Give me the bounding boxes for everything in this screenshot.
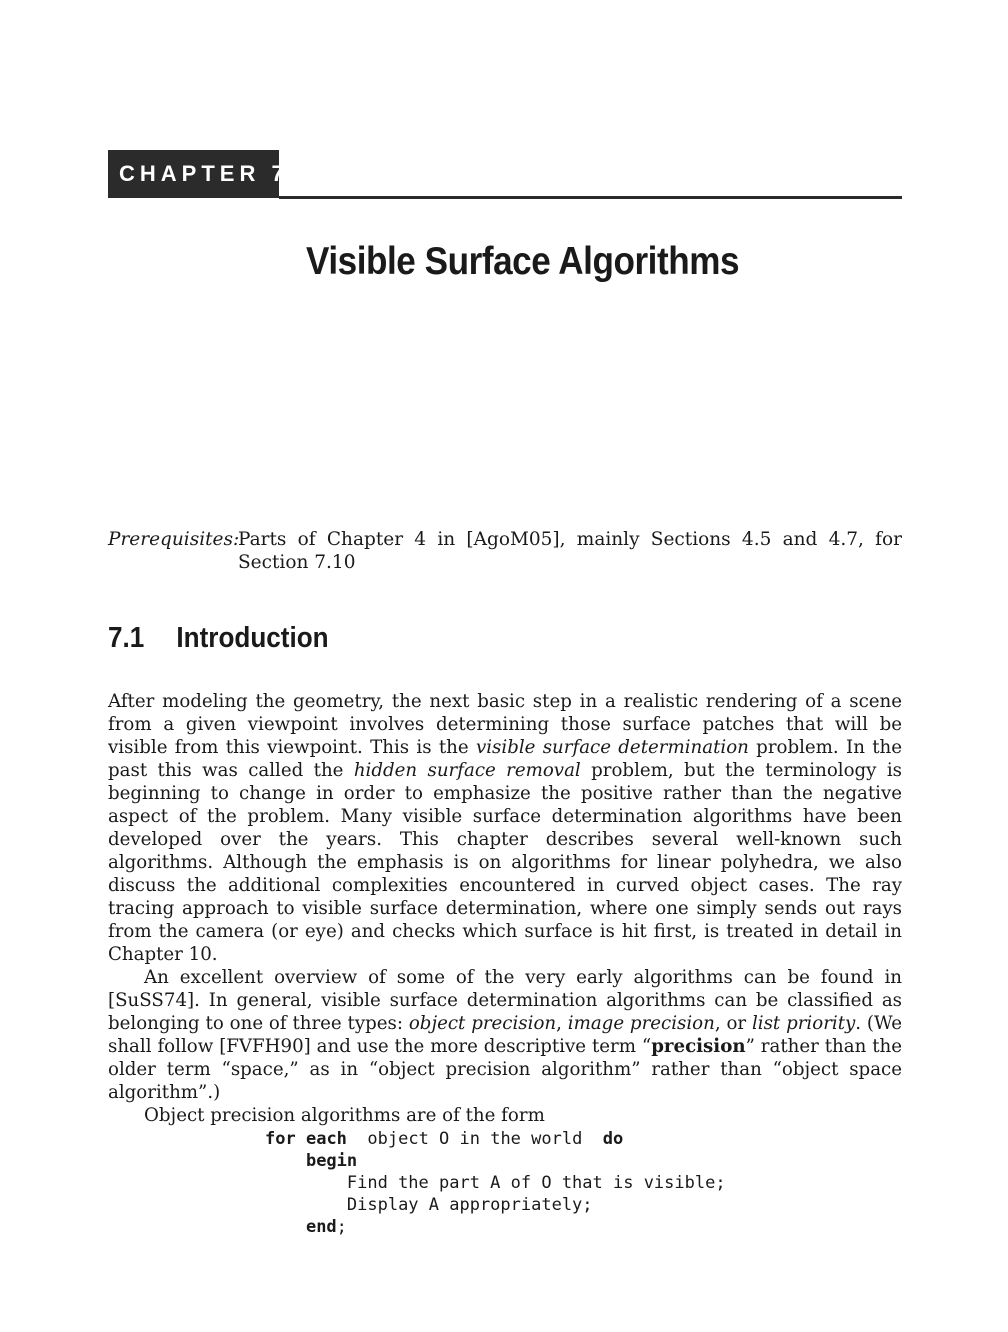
chapter-title: Visible Surface Algorithms [306, 240, 740, 283]
code-line-4 [265, 1195, 593, 1215]
text-run: problem. In the past this was called the [108, 737, 903, 781]
term-image-precision: image precision [567, 1013, 715, 1034]
keyword-begin: begin [305, 1151, 358, 1171]
keyword-do: do [602, 1129, 624, 1149]
prerequisites-label: Prerequisites: [108, 529, 240, 550]
text-run: , [556, 1013, 568, 1034]
text-run: After modeling the geometry, the next basic step in a realistic rendering of a scene from a given viewpoint involves determining those surface patches that will be visible from this viewpoint. This is the [108, 691, 902, 758]
term-visible-surface-determination: visible surface determination [475, 737, 749, 758]
chapter-header [108, 150, 902, 200]
text-run: problem, but the terminology is beginning to change in order to emphasize the positive rather than the negative aspect of the problem. Many visible surface determination algorithms have been developed over the years. This chapter describes several well-known such algorithms. Although the emphasis is on algorithms for linear polyhedra, we also discuss the additional complexities encountered in curved object cases. The ray tracing approach to visible surface determination, where one simply sends out rays from the camera (or eye) and checks which surface is hit first, is treated in detail in Chapter 10. [108, 760, 902, 965]
code-block [265, 1128, 726, 1238]
term-precision: precision [651, 1036, 746, 1057]
paragraph-1 [108, 690, 902, 966]
keyword-end: end [305, 1217, 337, 1237]
chapter-rule [279, 196, 902, 199]
text-run: . (We shall follow [FVFH90] and use the more descriptive term “ [108, 1013, 902, 1057]
term-hidden-surface-removal: hidden surface removal [353, 760, 581, 781]
text-run: An excellent overview of some of the very early algorithms can be found in [SuSS74]. In general, visible surface determination algorithms can be classified as belonging to one of three types: [108, 967, 902, 1034]
code-text: ; [336, 1217, 347, 1237]
paragraph-2 [108, 966, 902, 1104]
prerequisites-text: Parts of Chapter 4 in [AgoM05], mainly Sections 4.5 and 4.7, for Section 7.10 [238, 529, 902, 573]
section-heading [108, 622, 329, 655]
term-list-priority: list priority [751, 1013, 856, 1034]
code-text: Display A appropriately; [346, 1195, 593, 1215]
keyword-for: for [265, 1129, 296, 1149]
code-line-5 [265, 1217, 347, 1237]
code-text: Find the part A of O that is visible; [346, 1173, 726, 1193]
term-object-precision: object precision [408, 1013, 557, 1034]
chapter-label: CHAPTER 7 [108, 150, 279, 198]
text-run: , or [714, 1013, 752, 1034]
text-run: ” rather than the older term “space,” as in “object precision algorithm” rather than “object space algorithm”.) [108, 1036, 902, 1103]
code-line-2 [265, 1151, 357, 1171]
code-line-3 [265, 1173, 726, 1193]
keyword-each: each [305, 1129, 347, 1149]
code-line-1 [265, 1129, 623, 1149]
section-number: 7.1 [108, 622, 145, 654]
code-text: object O in the world [346, 1129, 603, 1149]
paragraph-3: Object precision algorithms are of the form [144, 1105, 545, 1126]
body-text [108, 690, 902, 1127]
section-title: Introduction [176, 622, 329, 654]
